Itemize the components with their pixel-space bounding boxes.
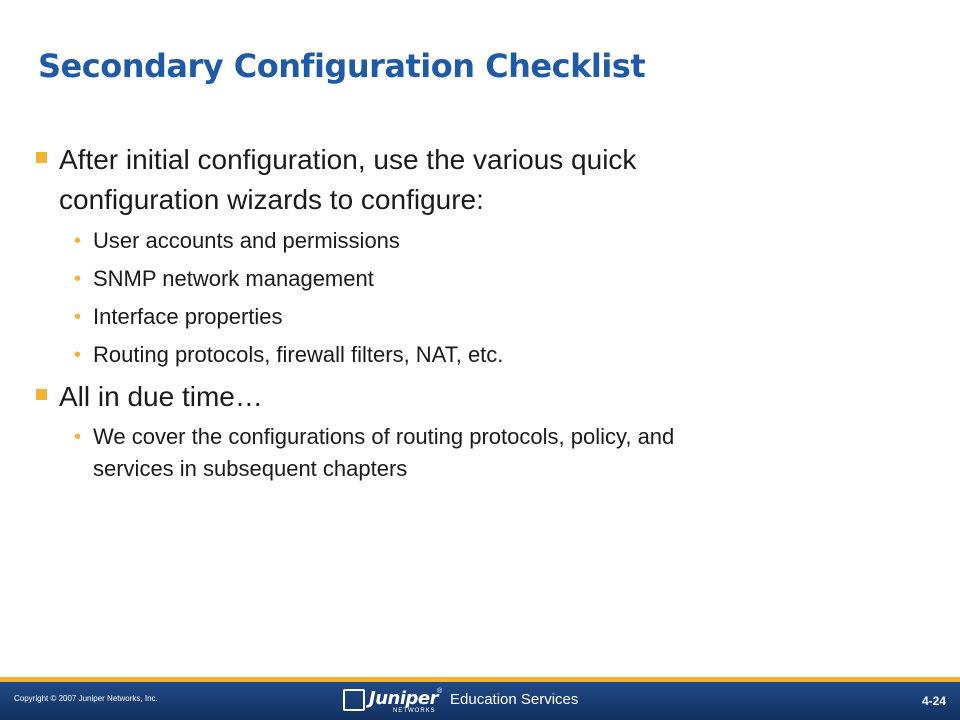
- footer-section-label: Education Services: [450, 691, 579, 708]
- logo-mark-icon: [343, 689, 365, 711]
- square-bullet-icon: [36, 389, 47, 400]
- juniper-logo: [343, 688, 443, 714]
- bullet-text-line: configuration wizards to configure:: [59, 184, 484, 215]
- bullet-level2: [34, 301, 924, 333]
- logo-subtext: NETWORKS: [393, 708, 436, 714]
- bullet-level2: [34, 421, 924, 485]
- bullet-level2: [34, 263, 924, 295]
- bullet-text-line: We cover the configurations of routing protocols, policy, and: [93, 424, 675, 449]
- footer: [0, 677, 960, 720]
- bullet-level1: [34, 377, 924, 417]
- bullet-text-line: After initial configuration, use the various quick: [59, 144, 637, 175]
- slide-content: [34, 140, 924, 485]
- bullet-level1: [34, 140, 924, 220]
- bullet-text: Routing protocols, firewall filters, NAT, etc.: [93, 342, 504, 367]
- bullet-level2: [34, 225, 924, 257]
- bullet-text: Interface properties: [93, 304, 283, 329]
- bullet-text-line: services in subsequent chapters: [93, 456, 408, 481]
- bullet-text-line: All in due time…: [59, 381, 263, 412]
- bullet-text: User accounts and permissions: [93, 228, 400, 253]
- copyright-text: Copyright © 2007 Juniper Networks, Inc.: [14, 694, 158, 703]
- bullet-text: SNMP network management: [93, 266, 374, 291]
- slide-title: Secondary Configuration Checklist: [38, 47, 646, 85]
- page-number: 4-24: [921, 694, 946, 708]
- square-bullet-icon: [36, 152, 47, 163]
- dot-bullet-icon: •: [74, 344, 82, 366]
- bullet-level2: [34, 339, 924, 371]
- dot-bullet-icon: •: [74, 268, 82, 290]
- registered-mark: ®: [437, 688, 443, 695]
- dot-bullet-icon: •: [74, 230, 82, 252]
- dot-bullet-icon: •: [74, 306, 82, 328]
- footer-bar: [0, 682, 960, 720]
- dot-bullet-icon: •: [74, 426, 82, 448]
- logo-wordmark: Juniper: [369, 688, 438, 709]
